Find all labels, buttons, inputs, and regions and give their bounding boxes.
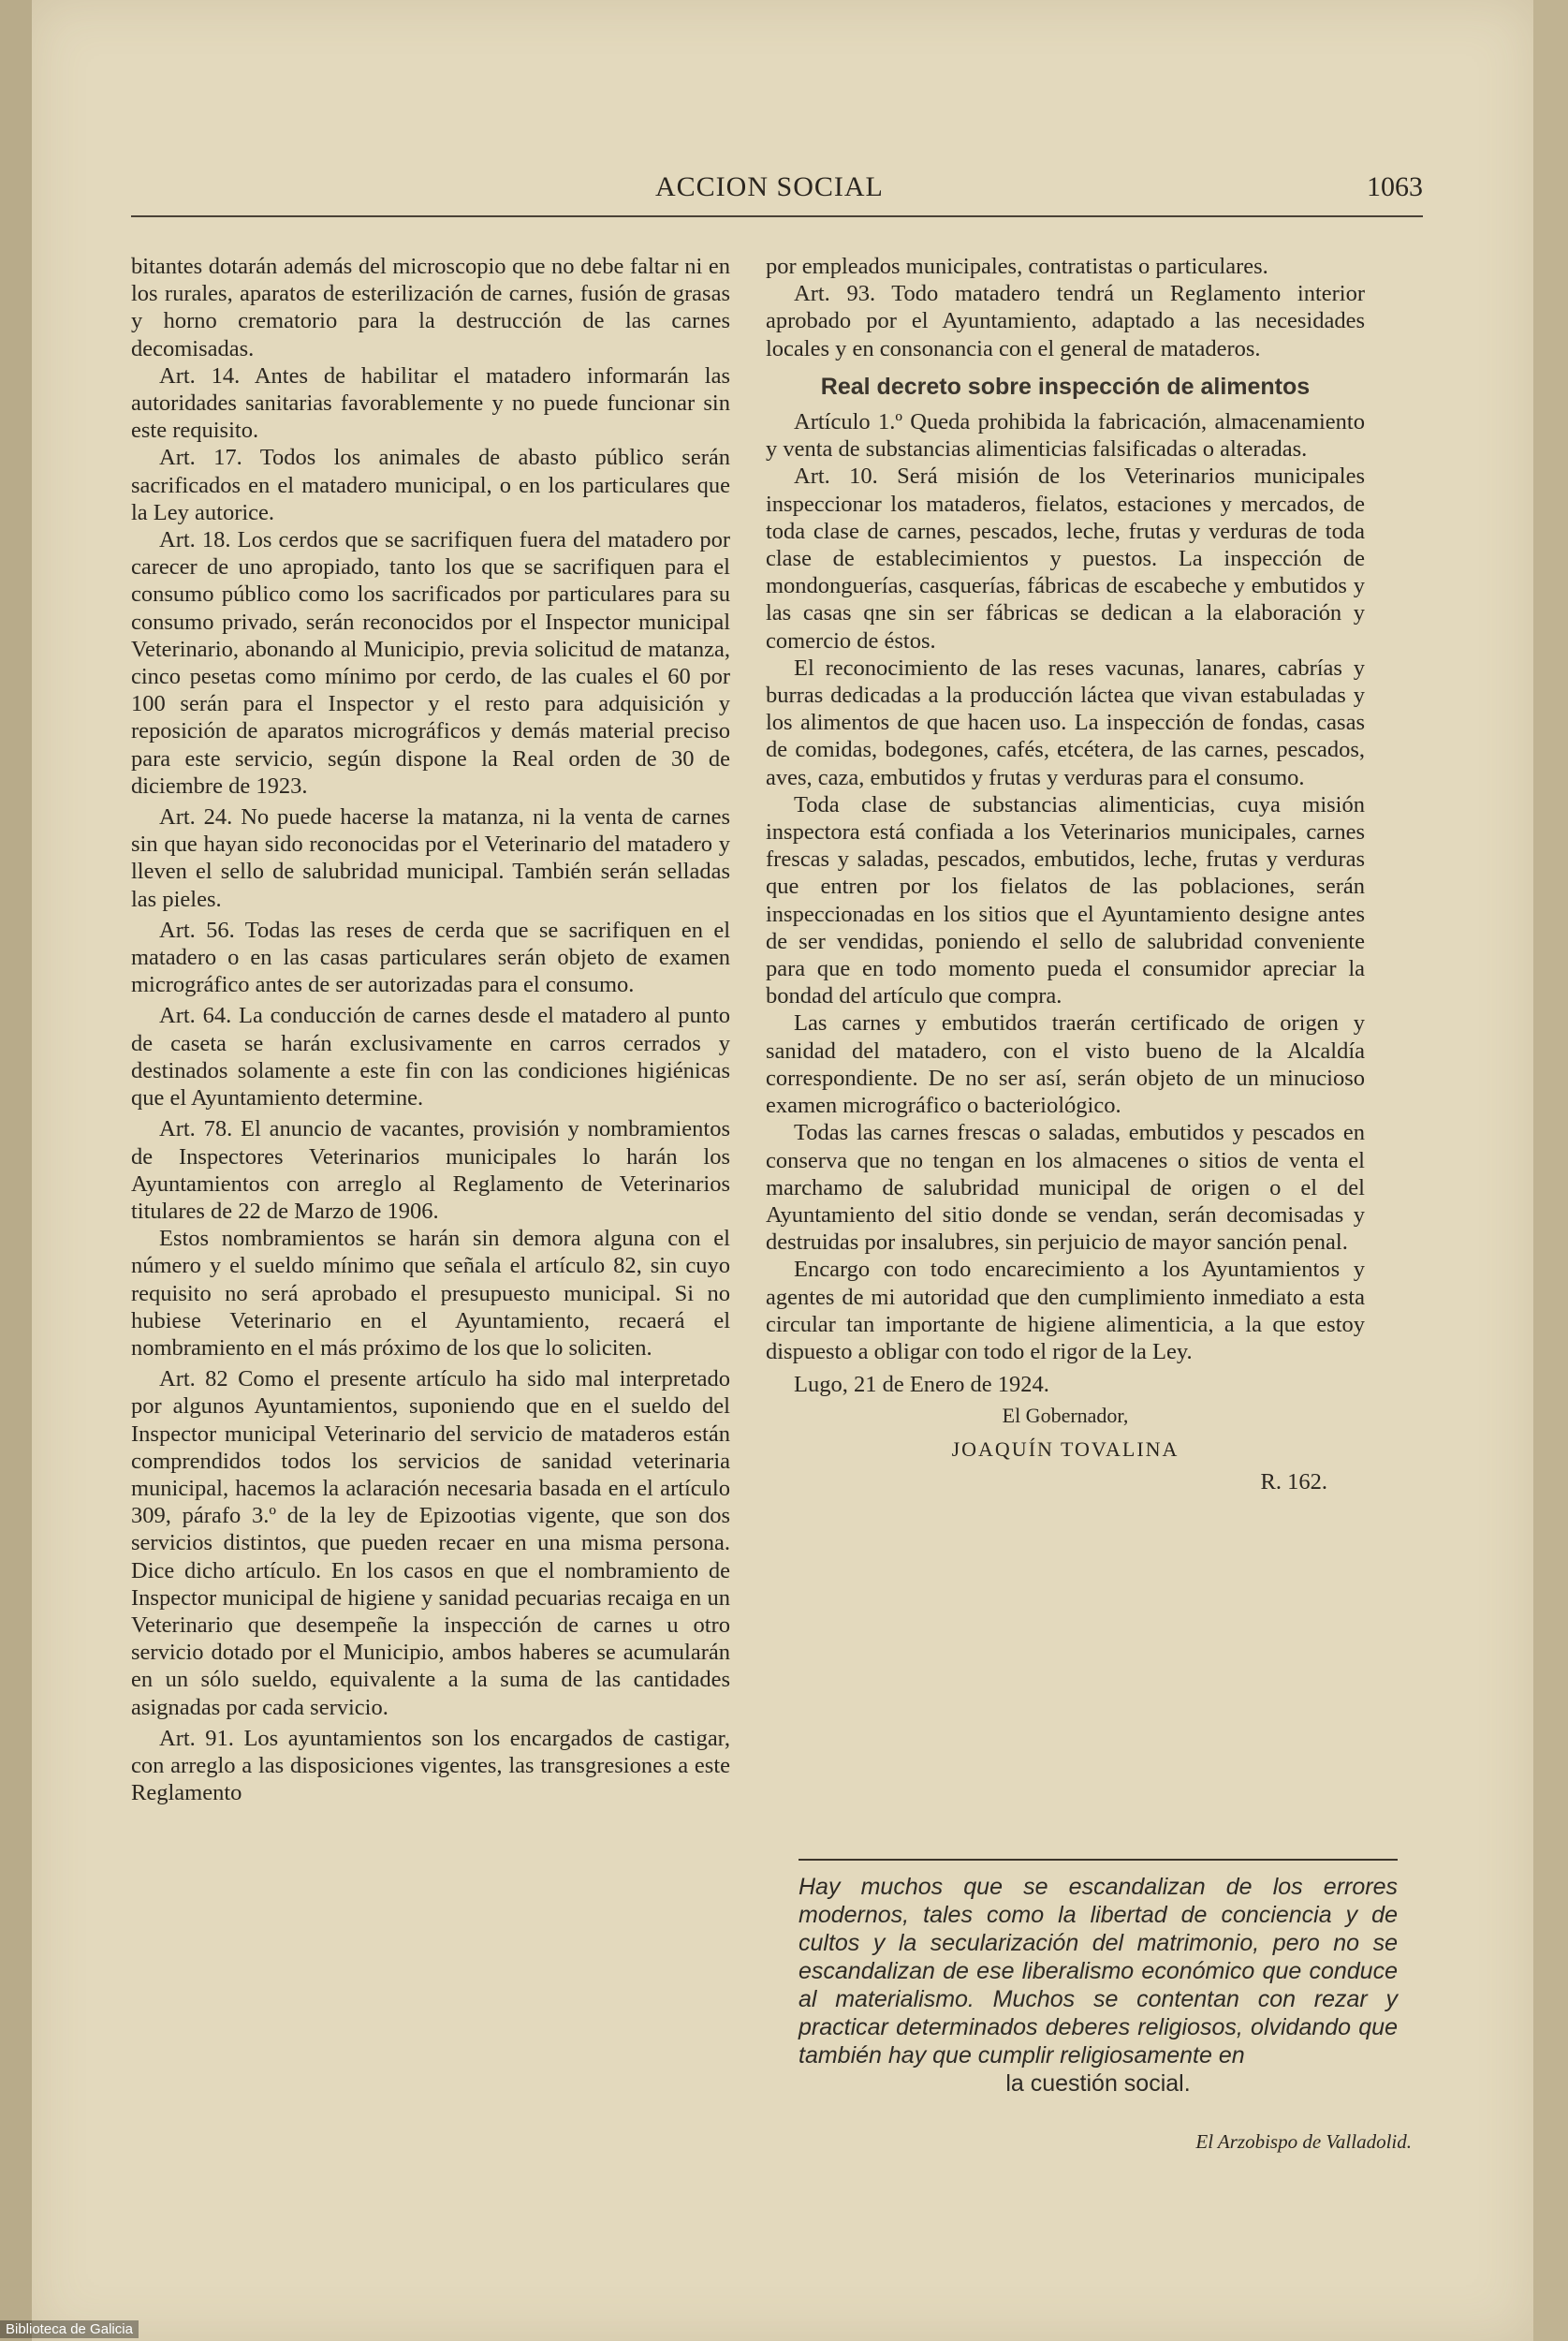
paragraph: Art. 82 Como el presente artículo ha sido mal interpretado por algunos Ayuntamientos, suponiendo que en el sueldo del Inspector municipal Veterinario del servicio de mataderos están comprendidos todos los servicios de sanidad veterinaria municipal, hacemos la aclaración necesaria basada en el artículo 309, párafo 3.º de la ley de Epizootias vigente, que son dos servicios distintos, que pueden recaer en una misma persona. Dice dicho artículo. En los casos en que el nombramiento de Inspector municipal de higiene y sanidad pecuarias recaiga en un Veterinario que desempeñe la inspección de carnes u otro servicio dotado por el Municipio, ambos haberes se acumularán en un sólo sueldo, equivalente a la suma de las cantidades asignadas por cada servicio. — [131, 1366, 730, 1720]
paragraph: Art. 17. Todos los animales de abasto público serán sacrificados en el matadero municipal, o en los particulares que la Ley autorice. — [131, 445, 730, 525]
quote-text: Hay muchos que se escandalizan de los errores modernos, tales como la libertad de conciencia y de cultos y la secularización del matrimonio, pero no se escandalizan de ese liberalismo económico que conduce al materialismo. Muchos se contentan con rezar y practicar determinados deberes religiosos, olvidando que también hay que cumplir religiosamente en — [799, 1874, 1398, 2069]
quote-box — [799, 1873, 1398, 2098]
page-left-edge — [0, 0, 32, 2341]
signature-role: El Gobernador, — [1002, 1404, 1129, 1428]
paragraph: Art. 56. Todas las reses de cerda que se sacrifiquen en el matadero o en las casas particulares serán objeto de examen micrográfico antes de ser autorizadas para el consumo. — [131, 917, 730, 998]
right-column — [766, 253, 1365, 1495]
header-rule — [131, 215, 1423, 217]
paragraph: Todas las carnes frescas o saladas, embutidos y pescados en conserva que no tengan en los almacenes o sitios de venta el marchamo de salubridad municipal de origen o el del Ayuntamiento del sitio donde se vendan, serán decomisadas y destruidas por insalubres, sin perjuicio de mayor sanción penal. — [766, 1120, 1365, 1256]
journal-title: ACCION SOCIAL — [655, 171, 884, 202]
paragraph: Art. 64. La conducción de carnes desde el matadero al punto de caseta se harán exclusivamente en carros cerrados y destinados solamente a este fin con las condiciones higiénicas que el Ayuntamiento determine. — [131, 1003, 730, 1112]
reference-number: R. 162. — [1260, 1468, 1327, 1494]
paragraph: Toda clase de substancias alimenticias, cuya misión inspectora está confiada a los Veterinarios municipales, carnes frescas y saladas, pescados, embutidos, leche, frutas y verduras que entren por los fielatos de las poblaciones, serán inspeccionadas en los sitios que el Ayuntamiento designe antes de ser vendidas, poniendo el sello de salubridad conveniente para que en todo momento pueda el consumidor apreciar la bondad del artículo que compra. — [766, 791, 1365, 1009]
paragraph: Encargo con todo encarecimiento a los Ayuntamientos y agentes de mi autoridad que den cumplimiento inmediato a esta circular tan importante de higiene alimenticia, a la que estoy dispuesto a obligar con todo el rigor de la Ley. — [766, 1257, 1365, 1364]
paragraph: por empleados municipales, contratistas o particulares. — [766, 254, 1268, 279]
running-header — [131, 171, 1423, 218]
paragraph: bitantes dotarán además del microscopio que no debe faltar ni en los rurales, aparatos de esterilización de carnes, fusión de grasas y horno crematorio para la destrucción de las carnes decomisadas. — [131, 254, 730, 361]
paragraph: Art. 18. Los cerdos que se sacrifiquen fuera del matadero por carecer de uno apropiado, tanto los que se sacrifiquen para el consumo público como los sacrificados por particulares para su consumo privado, serán reconocidos por el Inspector municipal Veterinario, abonando al Municipio, previa solicitud de matanza, cinco pesetas como mínimo por cerdo, de las cuales el 60 por 100 serán para el Inspector y el resto para adquisición y reposición de aparatos micrográficos y demás material preciso para este servicio, según dispone la Real orden de 30 de diciembre de 1923. — [131, 527, 730, 799]
signature-name: JOAQUÍN TOVALINA — [951, 1436, 1180, 1461]
paragraph: Art. 24. No puede hacerse la matanza, ni la venta de carnes sin que hayan sido reconocidas por el Veterinario del matadero y lleven el sello de salubridad municipal. También serán selladas las pieles. — [131, 804, 730, 912]
page-right-edge — [1533, 0, 1568, 2341]
paragraph: Estos nombramientos se harán sin demora alguna con el número y el sueldo mínimo que señala el artículo 82, sin cuyo requisito no será aprobado el presupuesto municipal. Si no hubiese Veterinario en el Ayuntamiento, recaerá el nombramiento en el más próximo de los que lo soliciten. — [131, 1226, 730, 1361]
quote-last-line: la cuestión social. — [1005, 2070, 1191, 2097]
paragraph: El reconocimiento de las reses vacunas, lanares, cabrías y burras dedicadas a la producción láctea que vivan estabuladas y los alimentos de que hacen uso. La inspección de fondas, casas de comidas, bodegones, cafés, etcétera, de las carnes, pescados, aves, caza, embutidos y frutas y verduras para el consumo. — [766, 655, 1365, 790]
paragraph: Artículo 1.º Queda prohibida la fabricación, almacenamiento y venta de substancias alimenticias falsificadas o alteradas. — [766, 409, 1365, 463]
paragraph: Art. 14. Antes de habilitar el matadero informarán las autoridades sanitarias favorablemente y no puede funcionar sin este requisito. — [131, 362, 730, 444]
paragraph: Art. 78. El anuncio de vacantes, provisión y nombramientos de Inspectores Veterinarios municipales lo harán los Ayuntamientos con arreglo al Reglamento de Veterinarios titulares de 22 de Marzo de 1906. — [131, 1116, 730, 1224]
paragraph: Art. 10. Será misión de los Veterinarios municipales inspeccionar los mataderos, fielatos, estaciones y mercados, de toda clase de carnes, pescados, leche, frutas y verduras de toda clase de establecimientos y puestos. La inspección de mondonguerías, casquerías, fábricas de escabeche y embutidos y las casas qne sin ser fábricas se dedican a la elaboración y comercio de éstos. — [766, 464, 1365, 654]
paragraph: Art. 91. Los ayuntamientos son los encargados de castigar, con arreglo a las disposiciones vigentes, las transgresiones a este Reglamento — [131, 1725, 730, 1806]
paragraph: Las carnes y embutidos traerán certificado de origen y sanidad del matadero, con el visto bueno de la Alcaldía correspondiente. De no ser así, serán objeto de un minucioso examen micrográfico o bacteriológico. — [766, 1010, 1365, 1119]
paragraph: Art. 93. Todo matadero tendrá un Reglamento interior aprobado por el Ayuntamiento, adaptado a las necesidades locales y en consonancia con el general de mataderos. — [766, 281, 1365, 361]
section-heading: Real decreto sobre inspección de alimentos — [820, 373, 1311, 400]
library-credit: Biblioteca de Galicia — [0, 2320, 139, 2338]
page-number: 1063 — [1367, 171, 1423, 202]
quote-author: El Arzobispo de Valladolid. — [1195, 2130, 1412, 2153]
signature-date: Lugo, 21 de Enero de 1924. — [794, 1372, 1049, 1398]
quote-rule — [799, 1859, 1398, 1861]
left-column — [131, 253, 730, 1806]
